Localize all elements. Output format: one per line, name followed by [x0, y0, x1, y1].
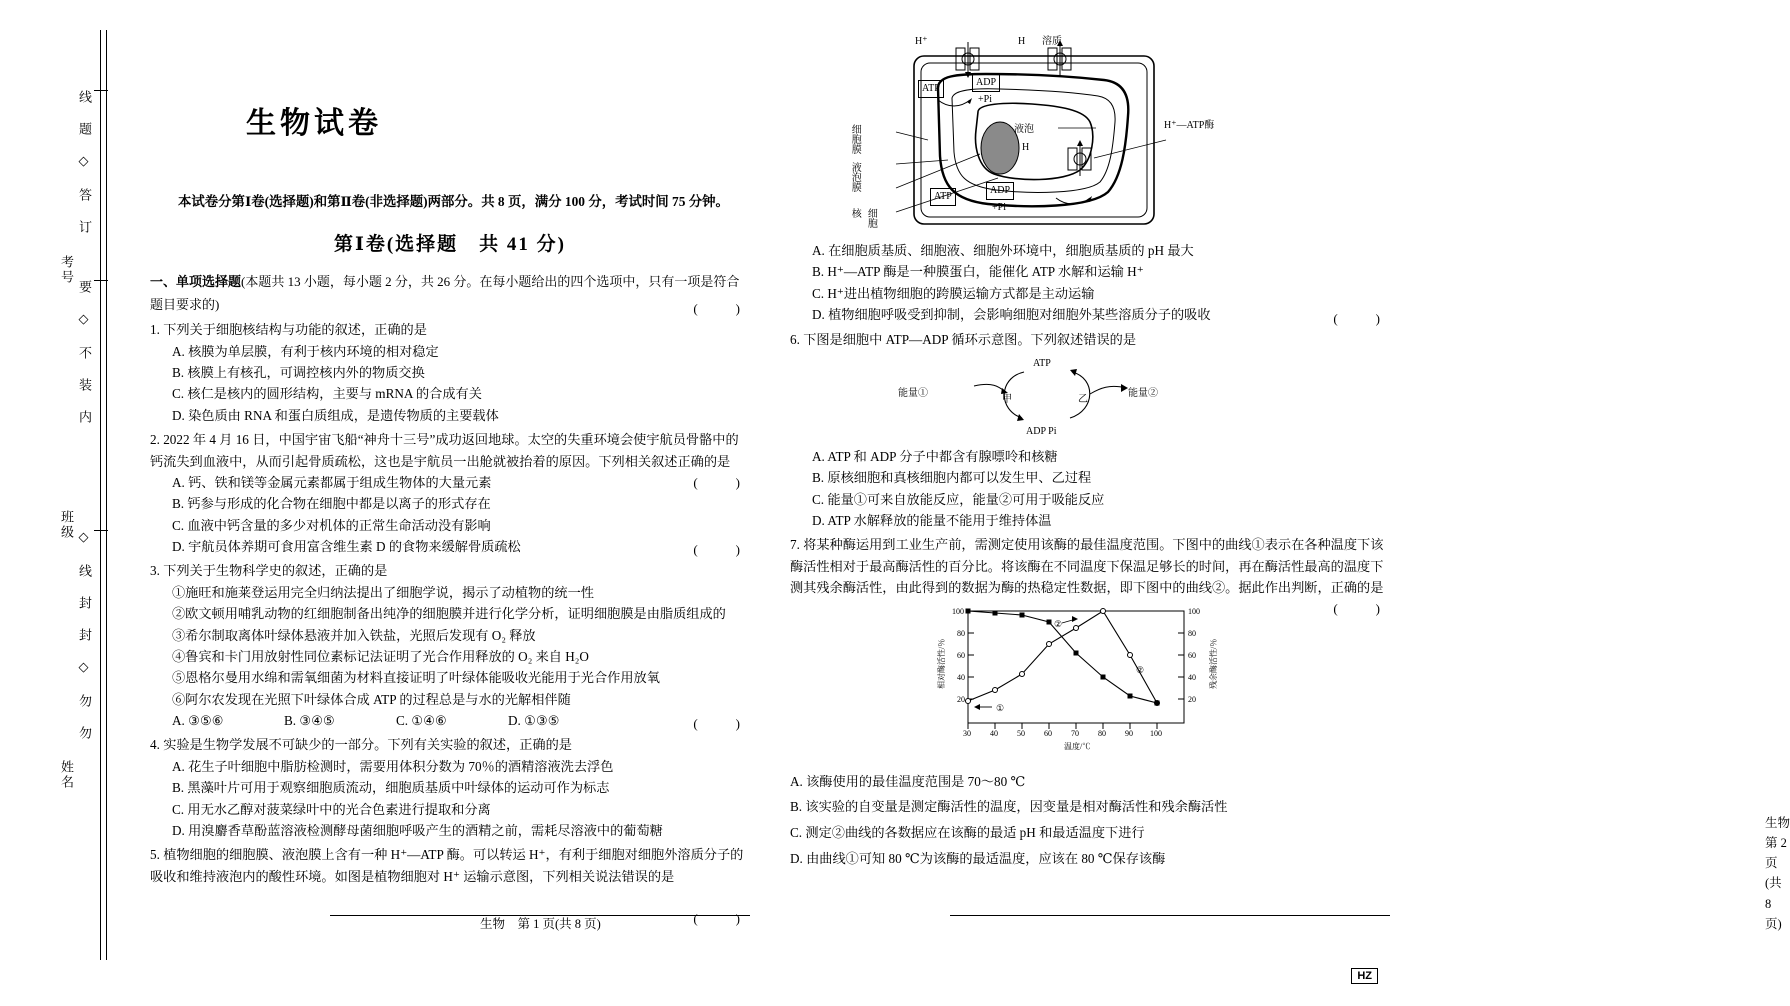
question-7 [790, 534, 1390, 871]
question-3-choice-a[interactable]: A. ③⑤⑥ [172, 713, 224, 729]
label-energy-1: 能量① [898, 387, 928, 399]
group-1-heading-note: (本题共 13 小题，每小题 2 分，共 26 分。在每小题给出的四个选项中，只有一项是符合题目要求的) [150, 273, 740, 312]
question-1 [150, 301, 750, 426]
question-1-answer-paren[interactable]: ( ) [693, 301, 744, 317]
question-2-option-b[interactable]: B. 钙参与形成的化合物在细胞中都是以离子的形式存在 [172, 496, 491, 512]
question-6-answer-paren[interactable]: ( ) [1333, 310, 1384, 326]
label-h-atpase: H⁺—ATP酶 [1164, 120, 1215, 131]
svg-text:30: 30 [963, 728, 971, 738]
question-2 [150, 429, 750, 557]
svg-text:40: 40 [990, 728, 998, 738]
svg-text:100: 100 [952, 606, 964, 616]
question-4-options [172, 756, 750, 842]
question-3-choice-d[interactable]: D. ①③⑤ [508, 713, 560, 729]
strip-inner-text-3: ◇ 线 封 封 ◇ 勿 勿 [77, 530, 92, 741]
group-1-heading [150, 271, 750, 317]
question-3-statements [172, 582, 750, 710]
svg-text:60: 60 [1044, 728, 1052, 738]
question-4-stem: 4. 实验是生物学发展不可缺少的一部分。下列有关实验的叙述，正确的是 [150, 737, 572, 753]
question-6-options [812, 446, 1390, 532]
question-6-option-d[interactable]: D. ATP 水解释放的能量不能用于维持体温 [812, 513, 1052, 528]
label-h-vacuole: H [1022, 142, 1030, 153]
question-5-answer-paren[interactable]: ( ) [693, 911, 744, 927]
svg-text:①: ① [996, 702, 1005, 713]
label-vacuole-membrane: 液泡膜 [849, 162, 861, 192]
question-4-option-c[interactable]: C. 用无水乙醇对菠菜绿叶中的光合色素进行提取和分离 [172, 801, 491, 817]
question-7-option-b[interactable]: B. 该实验的自变量是测定酶活性的温度，因变量是相对酶活性和残余酶活性 [790, 799, 1228, 815]
label-process-yi: 乙 [1078, 393, 1088, 405]
svg-text:60: 60 [957, 650, 965, 660]
question-3-statement-3: ③希尔制取离体叶绿体悬液并加入铁盐，光照后发现有 O₂ 释放 [172, 627, 536, 643]
question-5-stem: 5. 植物细胞的细胞膜、液泡膜上含有一种 H⁺—ATP 酶。可以转运 H⁺，有利于细胞对细胞外溶质分子的吸收和维持液泡内的酸性环境。如图是植物细胞对 H⁺ 运输示意图，下列相关说法错误的是 [150, 847, 744, 884]
footer-right-rule [950, 915, 1390, 916]
question-2-option-d[interactable]: D. 宇航员体养期可食用富含维生素 D 的食物来缓解骨质疏松 [172, 539, 521, 555]
question-7-option-d[interactable]: D. 由曲线①可知 80 ℃为该酶的最适温度，应该在 80 ℃保存该酶 [790, 850, 1166, 866]
page-column-left [150, 30, 750, 960]
footer-left: 生物 第 1 页(共 8 页) [480, 916, 601, 931]
question-6-option-a[interactable]: A. ATP 和 ADP 分子中都含有腺嘌呤和核糖 [812, 448, 1058, 464]
question-3-answer-paren[interactable]: ( ) [693, 542, 744, 558]
question-3-statement-5: ⑤恩格尔曼用水绵和需氧细菌为材料直接证明了叶绿体能吸收光能用于光合作用放氧 [172, 670, 660, 686]
strip-divider-3 [94, 530, 108, 531]
svg-text:20: 20 [1188, 694, 1196, 704]
strip-rule-2 [106, 30, 107, 960]
question-4-option-b[interactable]: B. 黑藻叶片可用于观察细胞质流动，细胞质基质中叶绿体的运动可作为标志 [172, 780, 610, 796]
strip-inner-text-2: 要 ◇ 不 装 内 [77, 280, 92, 425]
figure-enzyme-chart-svg [930, 603, 1230, 759]
binding-strip [60, 30, 130, 960]
question-5-options [812, 240, 1390, 326]
question-7-option-a[interactable]: A. 该酶使用的最佳温度范围是 70～80 ℃ [790, 773, 1026, 789]
question-1-option-b[interactable]: B. 核膜上有核孔，可调控核内外的物质交换 [172, 365, 425, 381]
svg-text:80: 80 [1188, 628, 1196, 638]
question-7-answer-paren[interactable]: ( ) [1333, 601, 1384, 617]
figure-atp-adp-cycle [790, 352, 1390, 442]
question-4-answer-paren[interactable]: ( ) [693, 716, 744, 732]
question-2-stem: 2. 2022 年 4 月 16 日，中国宇宙飞船“神舟十三号”成功返回地球。太空的失重环境会使宇航员骨骼中的钙流失到血液中，从而引起骨质疏松，这也是宇航员一出舱就被抬着的原因。下列相关叙述正确的是 [150, 432, 739, 469]
svg-text:70: 70 [1071, 728, 1079, 738]
question-5-option-a[interactable]: A. 在细胞质基质、细胞液、细胞外环境中，细胞质基质的 pH 最大 [812, 243, 1194, 258]
question-2-option-c[interactable]: C. 血液中钙含量的多少对机体的正常生命活动没有影响 [172, 517, 491, 533]
figure-enzyme-chart [790, 603, 1390, 763]
strip-divider-2 [94, 280, 108, 281]
question-6-option-c[interactable]: C. 能量①可来自放能反应，能量②可用于吸能反应 [812, 491, 1105, 507]
svg-text:100: 100 [1188, 606, 1200, 616]
question-1-option-d[interactable]: D. 染色质由 RNA 和蛋白质组成，是遗传物质的主要载体 [172, 407, 499, 423]
footer-left-rule [330, 915, 750, 916]
svg-text:50: 50 [1017, 728, 1025, 738]
svg-text:残余酶活性/％: 残余酶活性/％ [1209, 638, 1218, 689]
svg-text:ATP: ATP [1033, 357, 1051, 369]
page-title: 生物试卷 [246, 107, 382, 140]
label-solute: 溶质 [1042, 36, 1062, 47]
svg-text:②: ② [1136, 664, 1145, 675]
question-7-option-c[interactable]: C. 测定②曲线的各数据应在该酶的最适 pH 和最适温度下进行 [790, 824, 1145, 840]
svg-text:温度/℃: 温度/℃ [1064, 741, 1091, 751]
label-energy-2: 能量② [1128, 387, 1158, 399]
question-2-options [172, 472, 750, 558]
question-3-choice-c[interactable]: C. ①④⑥ [396, 713, 447, 729]
question-5-option-c[interactable]: C. H⁺进出植物细胞的跨膜运输方式都是主动运输 [812, 285, 1095, 301]
svg-text:60: 60 [1188, 650, 1196, 660]
svg-text:相对酶活性/％: 相对酶活性/％ [937, 638, 946, 689]
footer-right: 生物 第 2 页(共 8 页) [1765, 815, 1790, 931]
question-7-options [790, 769, 1390, 872]
label-cell-membrane: 细胞膜 [849, 124, 861, 154]
strip-divider-1 [94, 90, 108, 91]
question-2-option-a[interactable]: A. 钙、铁和镁等金属元素都属于组成生物体的大量元素 [172, 474, 492, 490]
svg-text:80: 80 [957, 628, 965, 638]
paper-code-badge: HZ [1351, 968, 1378, 984]
question-1-option-a[interactable]: A. 核膜为单层膜，有利于核内环境的相对稳定 [172, 343, 439, 359]
strip-label-class: 班级 [59, 510, 74, 540]
question-4-option-d[interactable]: D. 用溴麝香草酚蓝溶液检测酵母菌细胞呼吸产生的酒精之前，需耗尽溶液中的葡萄糖 [172, 822, 663, 838]
question-3-statement-1: ①施旺和施莱登运用完全归纳法提出了细胞学说，揭示了动植物的统一性 [172, 584, 594, 600]
page-column-right [790, 30, 1790, 960]
question-7-stem: 7. 将某种酶运用到工业生产前，需测定使用该酶的最佳温度范围。下图中的曲线①表示在各种温度下该酶活性相对于最高酶活性的百分比。将该酶在不同温度下保温足够长的时间，再在酶活性最高的温度下测其残余酶活性，由此得到的数据为酶的热稳定性数据，即下图中的曲线②。据此作出判断，正确的是 [790, 537, 1384, 596]
strip-label-name: 姓名 [59, 760, 74, 790]
question-2-answer-paren[interactable]: ( ) [693, 475, 744, 491]
label-pi-bottom: +Pi [992, 202, 1006, 213]
figure-cycle-svg [958, 352, 1148, 440]
question-3-statement-6: ⑥阿尔农发现在光照下叶绿体合成 ATP 的过程总是与水的光解相伴随 [172, 691, 571, 707]
svg-text:20: 20 [957, 694, 965, 704]
strip-label-examno: 考号 [59, 255, 74, 285]
label-nucleus: 细胞核 [849, 208, 877, 228]
question-3-choices [172, 710, 750, 731]
label-adp-bottom: ADP [986, 182, 1014, 200]
svg-text:40: 40 [1188, 672, 1196, 682]
svg-text:②: ② [1054, 618, 1063, 629]
svg-text:40: 40 [957, 672, 965, 682]
strip-rule-1 [100, 30, 101, 960]
svg-text:90: 90 [1125, 728, 1133, 738]
question-3-statement-4: ④鲁宾和卡门用放射性同位素标记法证明了光合作用释放的 O₂ 来自 H₂O [172, 648, 589, 664]
question-1-stem: 1. 下列关于细胞核结构与功能的叙述，正确的是 [150, 322, 427, 338]
question-5-option-d[interactable]: D. 植物细胞呼吸受到抑制，会影响细胞对细胞外某些溶质分子的吸收 [812, 307, 1211, 323]
figure-h-transport [790, 36, 1390, 236]
svg-text:80: 80 [1098, 728, 1106, 738]
svg-text:ADP Pi: ADP Pi [1026, 425, 1057, 437]
question-6-option-b[interactable]: B. 原核细胞和真核细胞内都可以发生甲、乙过程 [812, 470, 1092, 486]
label-atp-bottom: ATP [930, 188, 956, 206]
question-5-option-b[interactable]: B. H⁺—ATP 酶是一种膜蛋白，能催化 ATP 水解和运输 H⁺ [812, 264, 1144, 280]
question-3-choice-b[interactable]: B. ③④⑤ [284, 713, 335, 729]
group-1-heading-bold: 一、单项选择题 [150, 273, 242, 289]
label-h-right: H [1018, 36, 1026, 47]
label-pi-top: +Pi [978, 94, 992, 105]
label-h-plus-left: H⁺ [915, 36, 928, 47]
strip-inner-text-1: 线 题 ◇ 答 订 [77, 90, 92, 235]
label-process-jia: 甲 [1002, 393, 1012, 405]
question-4-option-a[interactable]: A. 花生子叶细胞中脂肪检测时，需要用体积分数为 70％的酒精溶液洗去浮色 [172, 758, 614, 774]
question-6-stem: 6. 下图是细胞中 ATP—ADP 循环示意图。下列叙述错误的是 [790, 331, 1137, 347]
label-adp-top: ADP [972, 74, 1000, 92]
question-3-stem: 3. 下列关于生物科学史的叙述，正确的是 [150, 563, 388, 579]
question-1-options [172, 341, 750, 427]
svg-text:100: 100 [1150, 728, 1162, 738]
label-atp-top: ATP [918, 80, 944, 98]
label-vacuole: 液泡 [1014, 124, 1034, 135]
label-cytosol [874, 234, 884, 250]
question-1-option-c[interactable]: C. 核仁是核内的圆形结构，主要与 mRNA 的合成有关 [172, 386, 482, 402]
question-3-statement-2: ②欧文顿用哺乳动物的红细胞制备出纯净的细胞膜并进行化学分析，证明细胞膜是由脂质组成的 [172, 606, 726, 622]
section-1-title: 第Ⅰ卷(选择题 共 41 分) [333, 234, 567, 256]
exam-instructions: 本试卷分第Ⅰ卷(选择题)和第Ⅱ卷(非选择题)两部分。共 8 页，满分 100 分，考试时间 75 分钟。 [178, 193, 729, 209]
